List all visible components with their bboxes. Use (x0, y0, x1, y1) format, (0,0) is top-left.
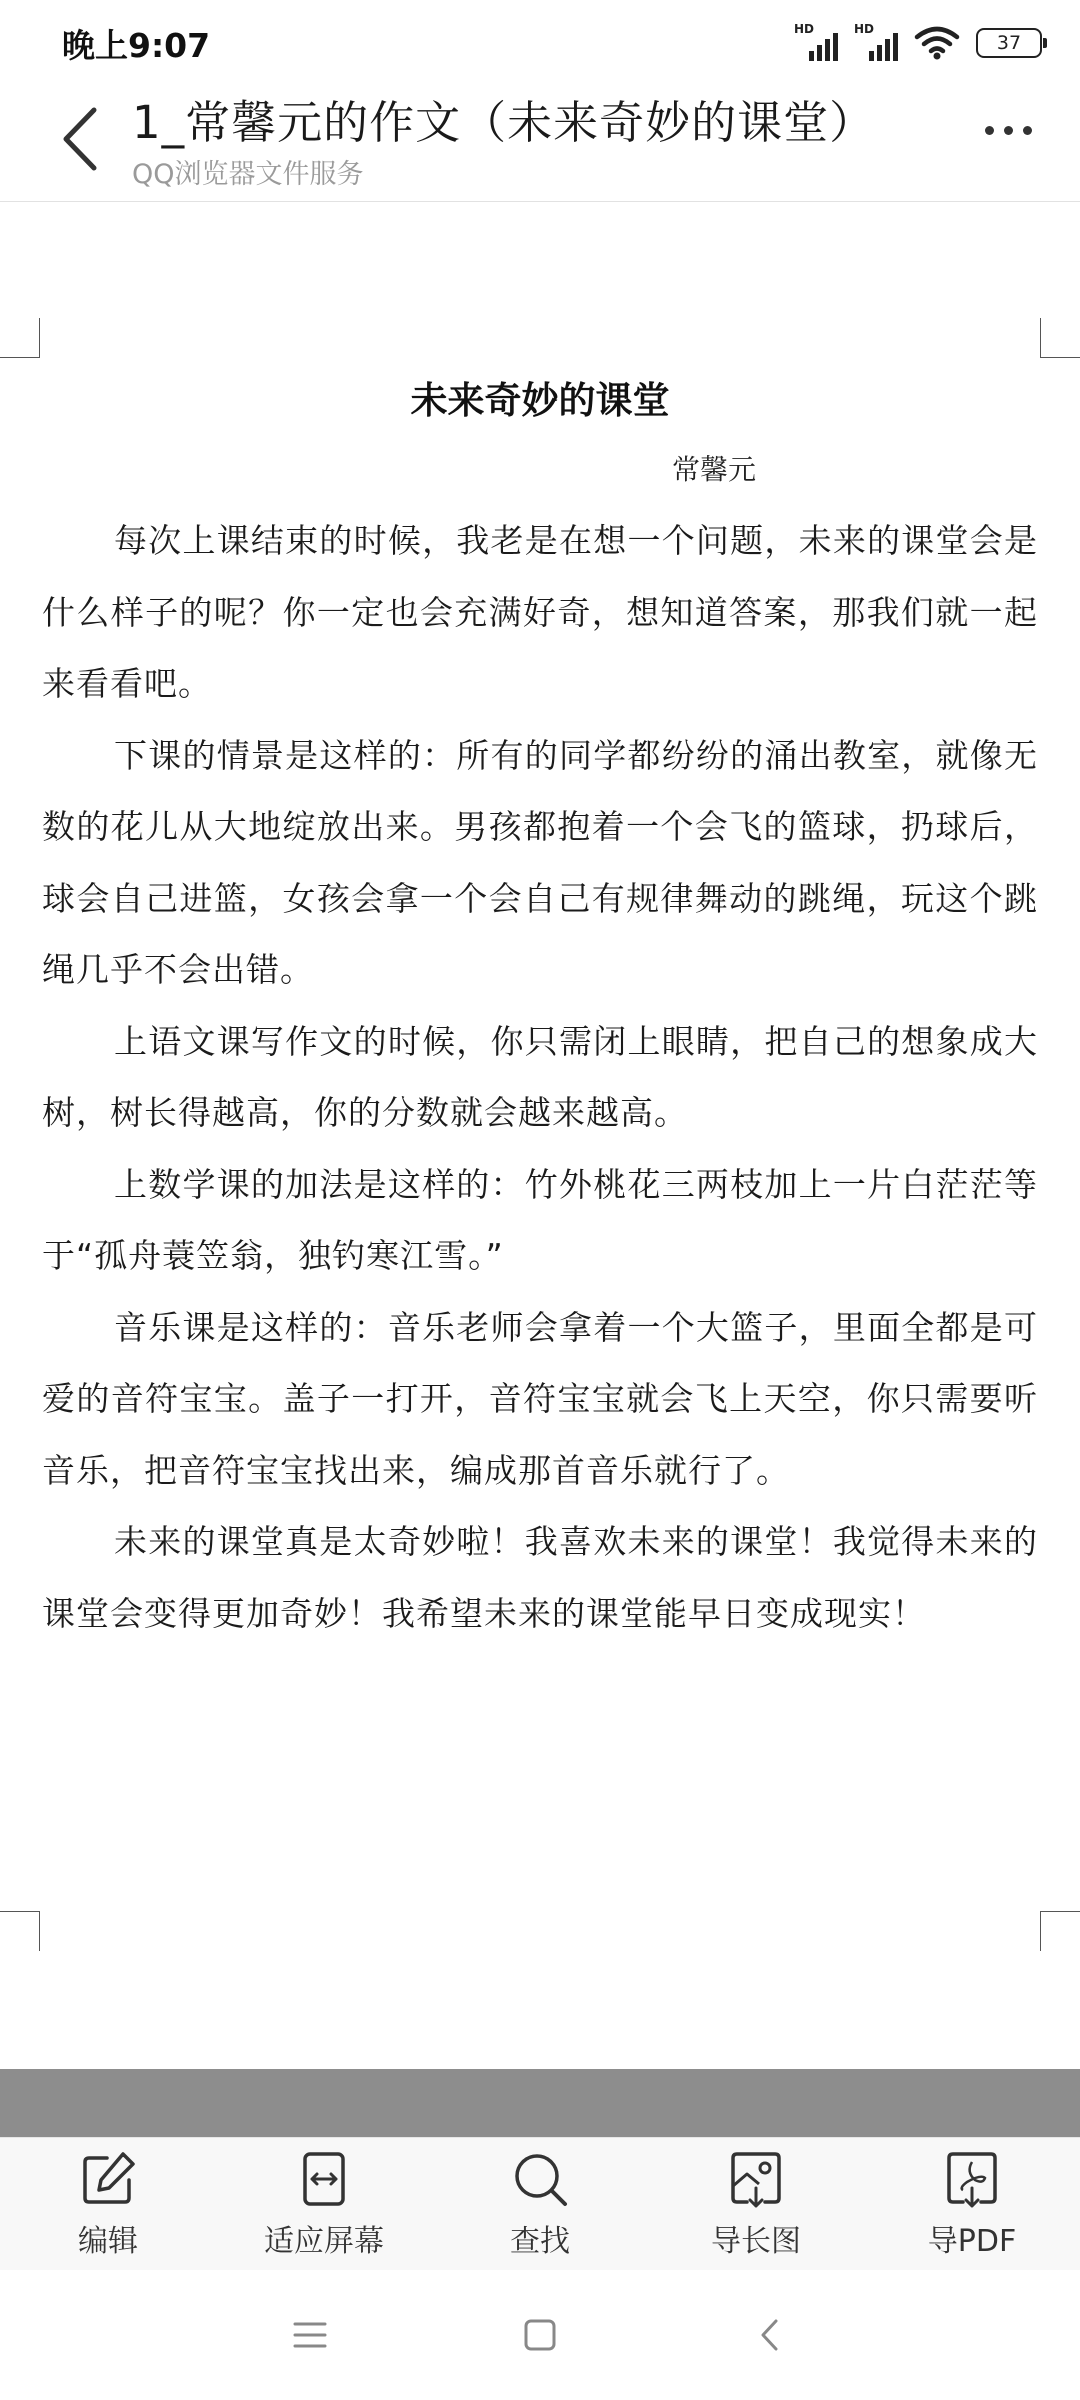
home-button[interactable] (515, 2310, 565, 2360)
crop-mark (0, 318, 40, 358)
crop-mark (1040, 318, 1080, 358)
back-button[interactable] (56, 104, 106, 174)
page-gap (0, 2069, 1080, 2137)
document-page[interactable] (0, 203, 1080, 2069)
export-pdf-button[interactable] (872, 2148, 1072, 2260)
more-options-button[interactable] (985, 126, 1032, 135)
wifi-icon (914, 25, 960, 61)
export-long-image-button[interactable] (656, 2148, 856, 2260)
status-bar (0, 0, 1080, 86)
menu-icon (293, 2320, 327, 2350)
battery-icon (976, 28, 1042, 58)
export-long-image-label: 导长图 (711, 2224, 801, 2259)
export-image-icon (725, 2148, 787, 2210)
hd-label: HD (854, 22, 875, 36)
battery-level: 37 (996, 32, 1022, 54)
essay-paragraph: 未来的课堂真是太奇妙啦！我喜欢未来的课堂！我觉得未来的课堂会变得更加奇妙！我希望未来的课堂能早日变成现实！ (42, 1522, 1038, 1633)
document-title: 1_常馨元的作文（未来奇妙的课堂） (132, 96, 876, 149)
signal-icon (854, 23, 898, 63)
essay-paragraph: 上数学课的加法是这样的：竹外桃花三两枝加上一片白茫茫等于“孤舟蓑笠翁，独钓寒江雪。” (42, 1164, 1038, 1275)
search-label: 查找 (510, 2224, 570, 2259)
essay-author: 常馨元 (672, 453, 757, 486)
export-pdf-label: 导PDF (927, 2224, 1017, 2259)
fit-screen-button[interactable] (224, 2148, 424, 2260)
essay-paragraph: 音乐课是这样的：音乐老师会拿着一个大篮子，里面全都是可爱的音符宝宝。盖子一打开，音符宝宝就会飞上天空，你只需要听音乐，把音符宝宝找出来，编成那首音乐就行了。 (42, 1307, 1038, 1490)
home-icon (523, 2318, 557, 2352)
status-time: 晚上9:07 (62, 25, 211, 65)
edit-button[interactable] (8, 2148, 208, 2260)
bottom-toolbar (0, 2137, 1080, 2270)
more-dots-icon (985, 126, 994, 135)
chevron-left-icon (56, 104, 106, 174)
recent-apps-button[interactable] (285, 2310, 335, 2360)
title-bar (0, 86, 1080, 202)
edit-icon (77, 2148, 139, 2210)
essay-title: 未来奇妙的课堂 (410, 379, 670, 422)
fit-screen-label: 适应屏幕 (264, 2224, 384, 2259)
system-nav-bar (0, 2270, 1080, 2400)
search-button[interactable] (440, 2148, 640, 2260)
document-source: QQ浏览器文件服务 (132, 159, 364, 190)
crop-mark (1040, 1911, 1080, 1951)
signal-icon (794, 23, 838, 63)
hd-label: HD (794, 22, 815, 36)
search-icon (509, 2148, 571, 2210)
crop-mark (0, 1911, 40, 1951)
edit-label: 编辑 (78, 2224, 138, 2259)
fit-screen-icon (293, 2148, 355, 2210)
back-icon (758, 2317, 782, 2353)
system-back-button[interactable] (745, 2310, 795, 2360)
export-pdf-icon (941, 2148, 1003, 2210)
essay-paragraph: 上语文课写作文的时候，你只需闭上眼睛，把自己的想象成大树，树长得越高，你的分数就会越来越高。 (42, 1021, 1038, 1132)
essay-body (42, 505, 1038, 1649)
essay-paragraph: 下课的情景是这样的：所有的同学都纷纷的涌出教室，就像无数的花儿从大地绽放出来。男孩都抱着一个会飞的篮球，扔球后，球会自己进篮，女孩会拿一个会自己有规律舞动的跳绳，玩这个跳绳几乎不会出错。 (42, 735, 1038, 989)
essay-paragraph: 每次上课结束的时候，我老是在想一个问题，未来的课堂会是什么样子的呢？你一定也会充满好奇，想知道答案，那我们就一起来看看吧。 (42, 521, 1038, 703)
status-icons (794, 23, 1042, 63)
